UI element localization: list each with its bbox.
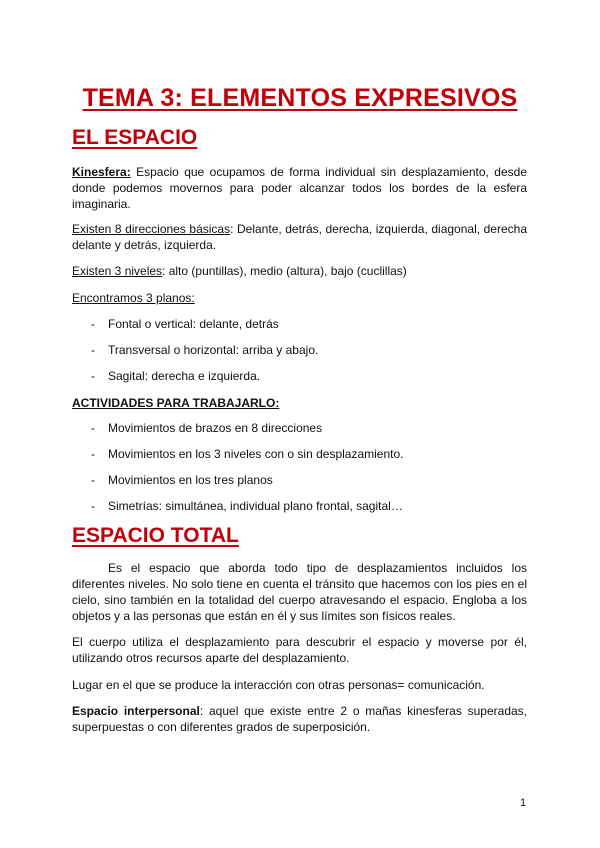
list-item [91, 498, 403, 514]
list-marker: - [91, 421, 95, 435]
list-marker: - [91, 473, 95, 487]
direcciones-text: : Delante, detrás, derecha, izquierda, diagonal, derecha delante y detrás, izquierda. [72, 222, 527, 252]
list-item-text: Simetrías: simultánea, individual plano frontal, sagital… [108, 499, 403, 513]
list-item [91, 472, 273, 488]
interpersonal-text: : aquel que existe entre 2 o mañas kinesferas superadas, superpuestas o con diferentes grados de superposición. [72, 704, 527, 734]
kinesfera-paragraph [72, 164, 527, 212]
espacio-total-paragraph-1: Es el espacio que aborda todo tipo de desplazamientos incluidos los diferentes niveles. No solo tiene en cuenta el tránsito que hacemos con los pies en el cielo, sino también en la totalidad del cuerpo atravesando el espacio. Engloba a los objetos y a las personas que están en él y sus límites son físicos reales. [72, 561, 527, 623]
kinesfera-label: Kinesfera: [72, 165, 131, 179]
niveles-paragraph [72, 263, 527, 279]
list-marker: - [91, 343, 95, 357]
list-item [91, 420, 322, 436]
list-item [91, 342, 318, 358]
kinesfera-text: Espacio que ocupamos de forma individual sin desplazamiento, desde donde podemos movernos para poder alcanzar todos los bordes de la esfera imaginaria. [72, 165, 527, 211]
list-item [91, 446, 404, 462]
espacio-total-paragraph-2: El cuerpo utiliza el desplazamiento para descubrir el espacio y moverse por él, utilizando otros recursos aparte del desplazamiento. [72, 635, 527, 665]
list-item-text: Movimientos de brazos en 8 direcciones [108, 421, 323, 435]
list-item-text: Transversal o horizontal: arriba y abajo. [108, 343, 319, 357]
interpersonal-paragraph [72, 703, 527, 735]
list-item [91, 368, 260, 384]
section-heading-espacio-total: ESPACIO TOTAL [72, 524, 239, 547]
list-marker: - [91, 447, 95, 461]
list-marker: - [91, 499, 95, 513]
espacio-total-paragraph-3: Lugar en el que se produce la interacción con otras personas= comunicación. [72, 678, 485, 692]
direcciones-paragraph [72, 221, 527, 253]
list-marker: - [91, 317, 95, 331]
niveles-label: Existen 3 niveles [72, 264, 163, 278]
section-heading-el-espacio: EL ESPACIO [72, 126, 198, 149]
actividades-label: ACTIVIDADES PARA TRABAJARLO: [72, 396, 280, 410]
list-item-text: Movimientos en los 3 niveles con o sin desplazamiento. [108, 447, 404, 461]
planos-label-paragraph [72, 290, 527, 306]
page-title: TEMA 3: ELEMENTOS EXPRESIVOS [82, 84, 518, 112]
list-item-text: Sagital: derecha e izquierda. [108, 369, 261, 383]
list-marker: - [91, 369, 95, 383]
actividades-label-paragraph [72, 395, 527, 411]
list-item [91, 316, 279, 332]
interpersonal-label: Espacio interpersonal [72, 704, 200, 718]
direcciones-label: Existen 8 direcciones básicas [72, 222, 231, 236]
page-number: 1 [520, 797, 527, 809]
list-item-text: Movimientos en los tres planos [108, 473, 273, 487]
planos-label: Encontramos 3 planos: [72, 291, 195, 305]
list-item-text: Fontal o vertical: delante, detrás [108, 317, 279, 331]
niveles-text: : alto (puntillas), medio (altura), bajo (cuclillas) [162, 264, 407, 278]
